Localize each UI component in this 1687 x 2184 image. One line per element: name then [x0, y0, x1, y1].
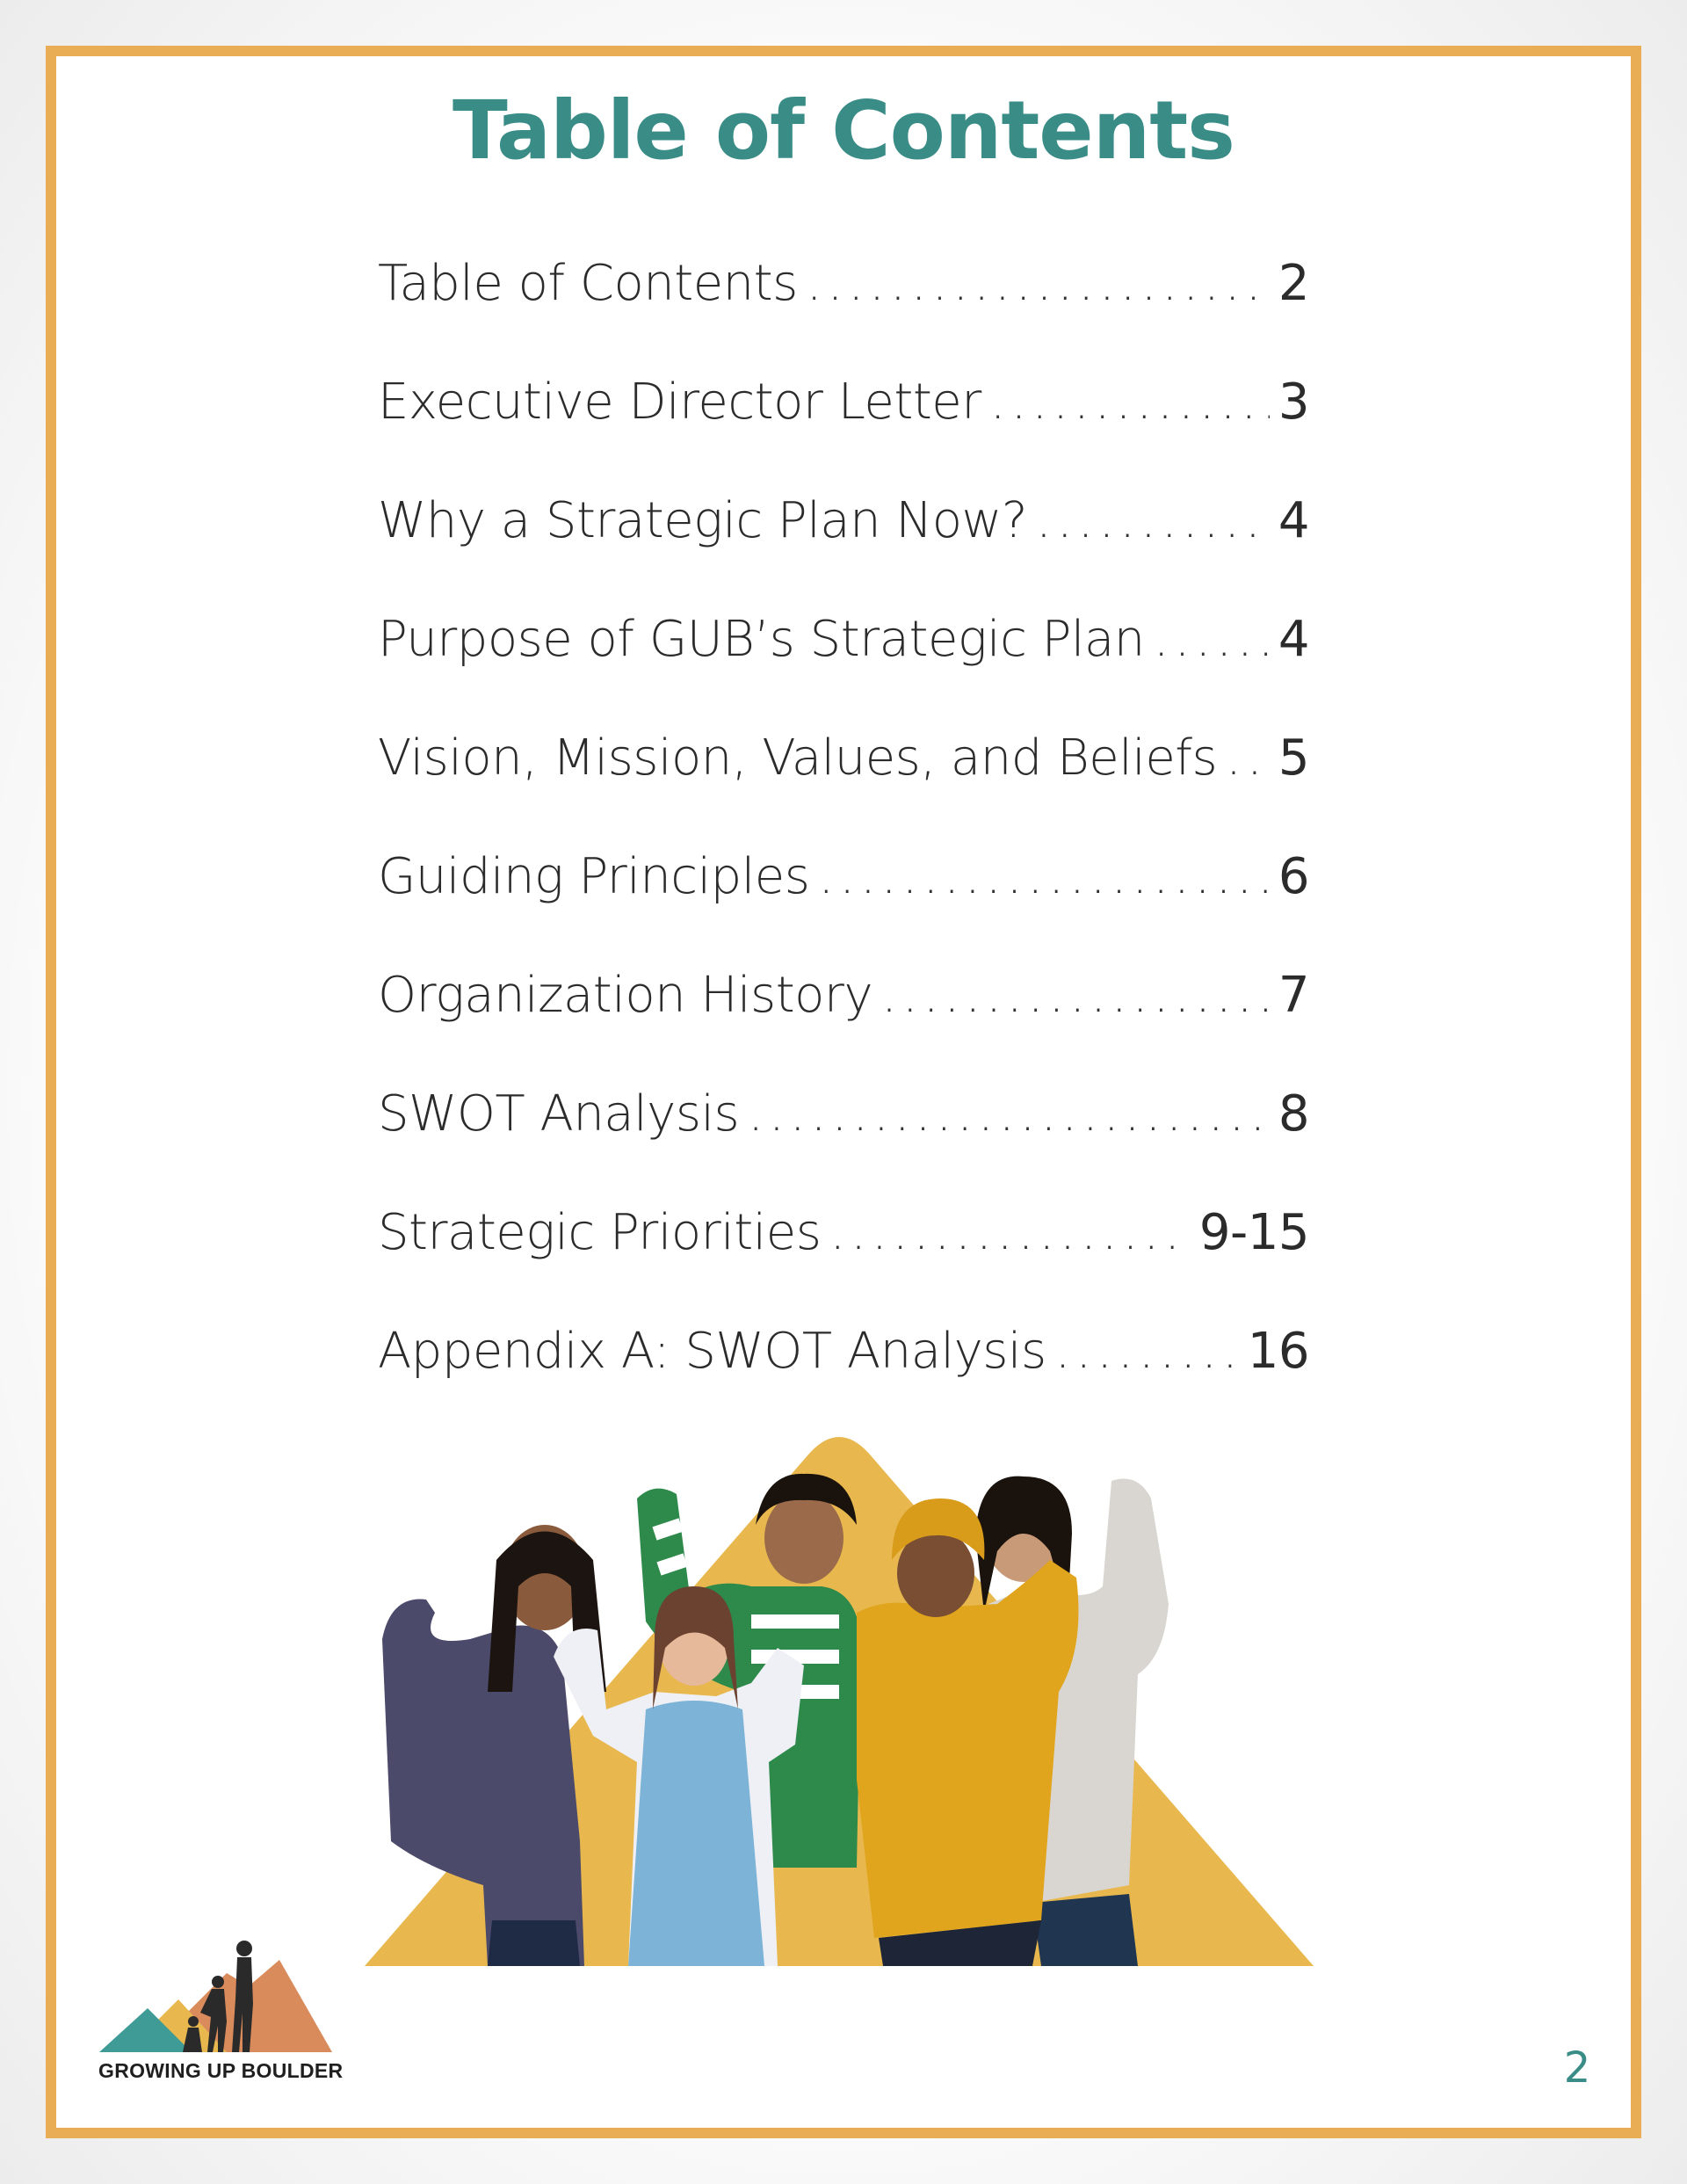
- toc-entry-label: Executive Director Letter: [378, 374, 981, 431]
- toc-entry-page: 4: [1278, 611, 1309, 668]
- toc-entry[interactable]: [378, 729, 1309, 848]
- toc-entry[interactable]: [378, 1323, 1309, 1441]
- toc-entry-label: SWOT Analysis: [378, 1085, 740, 1143]
- toc-entry[interactable]: [378, 374, 1309, 492]
- toc-entry-label: Why a Strategic Plan Now?: [378, 492, 1028, 549]
- toc-entry[interactable]: [378, 255, 1309, 374]
- toc-leader-dots: [818, 848, 1269, 905]
- toc-entry-label: Appendix A: SWOT Analysis: [378, 1323, 1046, 1380]
- group-photo-illustration: [365, 1428, 1314, 1966]
- toc-leader-dots: [881, 967, 1270, 1024]
- toc-entry[interactable]: [378, 1204, 1309, 1323]
- page-title: Table of Contents: [453, 83, 1234, 178]
- toc-entry-page: 8: [1278, 1085, 1309, 1143]
- toc-entry-page: 4: [1278, 492, 1309, 549]
- toc-entry-label: Strategic Priorities: [378, 1204, 822, 1261]
- logo-wordmark: GROWING UP BOULDER: [98, 2059, 344, 2082]
- toc-entry-page: 3: [1278, 374, 1309, 431]
- toc-leader-dots: [1226, 729, 1270, 787]
- toc-entry[interactable]: [378, 848, 1309, 967]
- toc-entry[interactable]: [378, 1085, 1309, 1204]
- toc-leader-dots: [1036, 492, 1270, 549]
- toc-leader-dots: [1154, 611, 1270, 668]
- toc-entry[interactable]: [378, 492, 1309, 611]
- toc-entry[interactable]: [378, 967, 1309, 1085]
- toc-entry-label: Vision, Mission, Values, and Beliefs: [378, 729, 1218, 787]
- toc-entry-page: 2: [1278, 255, 1309, 312]
- toc-entry-page: 9-15: [1198, 1204, 1309, 1261]
- toc-leader-dots: [807, 255, 1270, 312]
- table-of-contents: [378, 255, 1309, 1441]
- toc-entry-label: Organization History: [378, 967, 873, 1024]
- toc-entry-label: Table of Contents: [378, 255, 798, 312]
- toc-leader-dots: [829, 1204, 1191, 1261]
- toc-entry-label: Guiding Principles: [378, 848, 810, 905]
- toc-entry[interactable]: [378, 611, 1309, 729]
- toc-leader-dots: [1055, 1323, 1239, 1380]
- toc-entry-page: 7: [1278, 967, 1309, 1024]
- toc-entry-label: Purpose of GUB’s Strategic Plan: [378, 611, 1145, 668]
- toc-leader-dots: [748, 1085, 1270, 1143]
- toc-leader-dots: [990, 374, 1270, 431]
- silhouette-figures: [183, 1941, 253, 2052]
- toc-entry-page: 16: [1247, 1323, 1309, 1380]
- toc-entry-page: 6: [1278, 848, 1309, 905]
- page-number: 2: [1563, 2043, 1591, 2093]
- toc-entry-page: 5: [1278, 729, 1309, 787]
